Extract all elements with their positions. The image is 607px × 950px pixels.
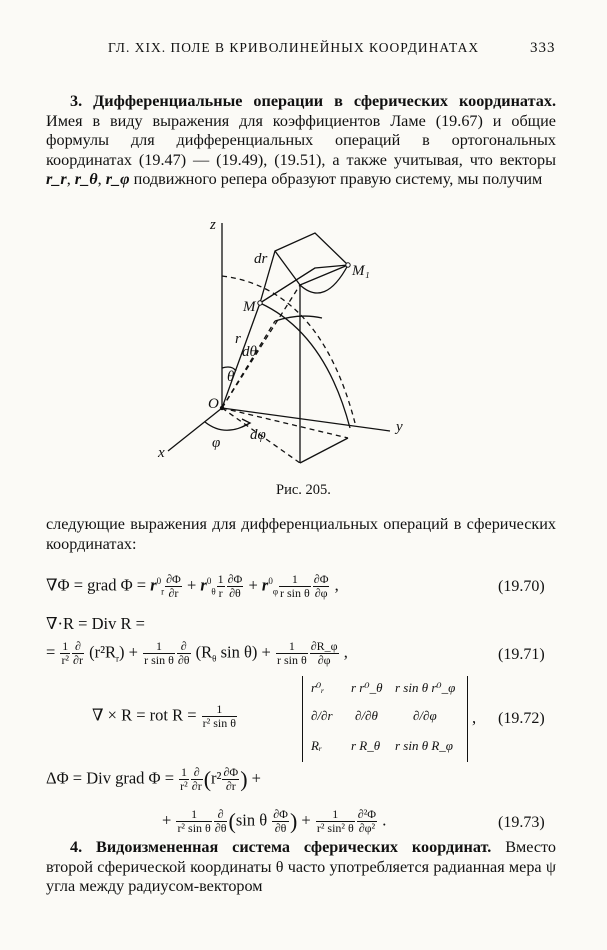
- section-3-heading: 3. Дифференциальные операции в сферических координатах.: [70, 92, 556, 110]
- vector-r-r: r_r: [46, 170, 67, 189]
- label-y: y: [396, 419, 403, 435]
- label-r: r: [235, 331, 241, 347]
- equation-19-70: ∇Φ = grad $\Phi = r^0_r$ $\frac{\partial\Phi}{\partial r}$ + $r^0_\theta$ $\frac{1}{r}$ $\frac{\partial\Phi}{\partial\theta}$ + $r^0_\varphi$ $\frac{1}{\text{r sin θ}}$ $\frac{\partial\Phi}{\partial\varphi}$ ,: [46, 572, 339, 600]
- label-z: z: [210, 217, 216, 233]
- det-cell-2-1: ∂/∂r: [311, 708, 333, 723]
- equation-19-73-line-2: + $\frac{1}{\text{r² sin θ}}$ $\frac{\partial}{\partial\theta}$ (sin θ $\frac{\partial\Phi}{\partial\theta}$ ) + $\frac{1}{\text{r² sin² θ}}$ $\frac{\text{∂²Φ}}{\text{∂φ²}}$ .: [162, 807, 387, 835]
- det-cell-3-1: Rᵣ: [311, 738, 323, 753]
- label-m: M: [243, 299, 256, 315]
- point-o: [220, 406, 224, 410]
- equation-19-72-lhs: ∇ × R = rot R = $\frac{1}{\text{r² sin θ}}$: [92, 702, 237, 730]
- section-4-text: Вместо второй сферической координаты θ часто употребляется радианная мера ψ угла между радиусом-вектором: [46, 838, 556, 896]
- page-number: 333: [530, 40, 556, 56]
- det-cell-1-3: r sin θ r⁰_φ: [395, 680, 456, 695]
- determinant-matrix: [302, 676, 468, 762]
- label-x: x: [158, 445, 165, 461]
- point-m1: [346, 263, 350, 267]
- section-3-text-d: подвижного репера образуют правую систему, мы получим: [129, 170, 543, 189]
- det-cell-2-3: ∂/∂φ: [413, 708, 437, 723]
- label-dtheta: dθ: [242, 344, 257, 360]
- point-m: [258, 301, 262, 305]
- section-4-paragraph: [46, 838, 556, 897]
- figure-caption: Рис. 205.: [276, 482, 331, 498]
- det-cell-2-2: ∂/∂θ: [355, 708, 378, 723]
- det-cell-1-1: r⁰ᵣ: [311, 680, 325, 695]
- label-dr: dr: [254, 251, 268, 267]
- equation-19-72-comma: ,: [472, 708, 477, 727]
- equation-number-19-71: (19.71): [498, 646, 545, 663]
- equation-19-71-line-1: ∇·R = Div R =: [46, 614, 145, 633]
- label-dphi: dφ: [250, 427, 266, 443]
- label-o: O: [208, 396, 219, 412]
- section-4-heading: 4. Видоизмененная система сферических координат.: [70, 838, 492, 856]
- equation-number-19-72: (19.72): [498, 710, 545, 727]
- section-3-text-a: Имея в виду выражения для коэффициентов Ламе (19.67) и общие формулы для дифференциальных операций в ортогональных координатах (19.47) — (19.49), (19.51), а также учитывая, что векторы: [46, 111, 556, 169]
- equation-number-19-73: (19.73): [498, 814, 545, 831]
- label-m1: M₁: [352, 263, 370, 279]
- det-cell-3-3: r sin θ R_φ: [395, 738, 453, 753]
- running-header: [0, 40, 607, 60]
- equation-19-71-line-2: = $\frac{1}{\text{r²}}$ $\frac{\partial}{\partial r}$ $(r^2R_r)$ + $\frac{1}{\text{r sin θ}}$ $\frac{\partial}{\partial\theta}$ ($R_\theta$ sin θ) + $\frac{1}{\text{r sin θ}}$ $\frac{\partial R\_\varphi}{\partial\varphi}$ ,: [46, 639, 348, 667]
- det-cell-3-2: r R_θ: [351, 738, 381, 753]
- label-theta: θ: [227, 369, 235, 385]
- figure-205-spherical-coordinates: [150, 213, 430, 483]
- dtheta-arc: [275, 316, 322, 321]
- vector-r-phi: r_φ: [105, 170, 130, 189]
- label-phi: φ: [212, 435, 221, 451]
- section-3-paragraph: 3. Дифференциальные операции в сферических координатах. Имея в виду выражения для коэффициентов Ламе (19.67) и общие формулы для дифференциальных операций в ортогональных координатах (19.47) — (19.49), (19.51), а также учитывая, что векторы r_r, r_θ, r_φ подвижного репера образуют правую систему, мы получим: [46, 92, 556, 189]
- det-cell-1-2: r r⁰_θ: [351, 680, 383, 695]
- equation-number-19-70: (19.70): [498, 578, 545, 595]
- intro-paragraph: следующие выражения для дифференциальных операций в сферических координатах:: [46, 515, 556, 553]
- y-axis: [222, 408, 390, 431]
- chapter-title: ГЛ. XIX. ПОЛЕ В КРИВОЛИНЕЙНЫХ КООРДИНАТАХ: [108, 40, 480, 55]
- equation-19-73-line-1: ΔΦ = Div grad Φ = $\frac{1}{\text{r²}}$ $\frac{\partial}{\partial r}$ (r² $\frac{\partial\Phi}{\partial r}$ ) +: [46, 765, 261, 793]
- vector-r-theta: r_θ: [74, 170, 98, 189]
